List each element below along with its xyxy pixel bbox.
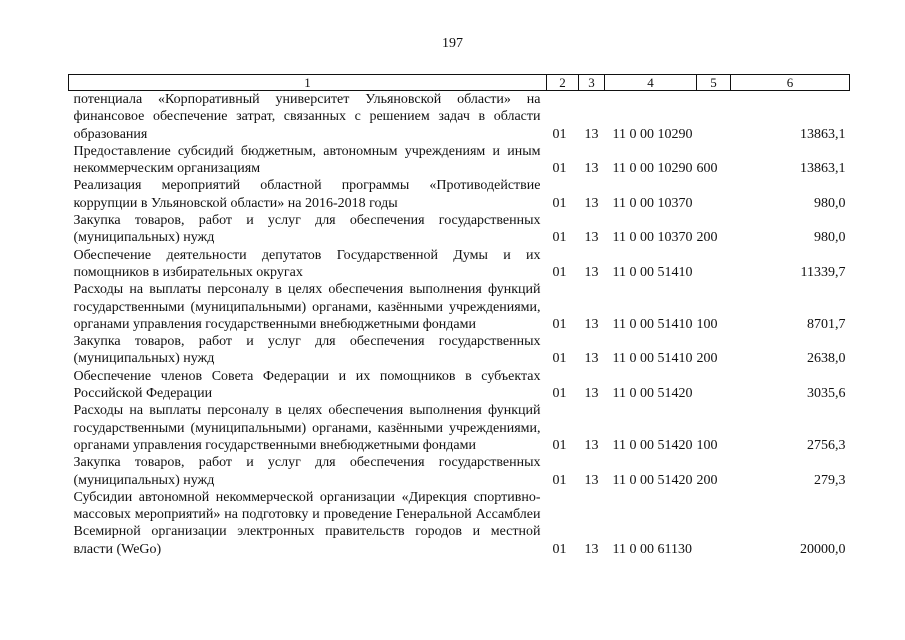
row-description: Закупка товаров, работ и услуг для обеспечения государственных (муниципальных) нужд xyxy=(73,455,541,488)
row-expense-type: 100 xyxy=(696,316,718,332)
header-col-5: 5 xyxy=(697,75,731,91)
row-target-code: 11 0 00 10370 xyxy=(612,195,693,211)
row-target-code: 11 0 00 51410 xyxy=(612,351,693,367)
row-description: Расходы на выплаты персоналу в целях обеспечения выполнения функций государственными (муниципальными) органами, казёнными учреждениями, органами управления государственными внебюджетными фондами xyxy=(73,403,541,453)
row-subsection: 13 xyxy=(584,264,599,280)
row-amount: 980,0 xyxy=(814,195,846,211)
row-amount: 13863,1 xyxy=(800,126,846,142)
page-number: 197 xyxy=(442,36,463,51)
row-subsection: 13 xyxy=(584,161,599,177)
row-amount: 8701,7 xyxy=(807,316,846,332)
row-target-code: 11 0 00 10290 xyxy=(612,161,693,177)
row-target-code: 11 0 00 51420 xyxy=(612,437,693,453)
row-section: 01 xyxy=(552,264,567,280)
header-col-4: 4 xyxy=(605,75,697,91)
row-description: Предоставление субсидий бюджетным, автономным учреждениям и иным некоммерческим организациям xyxy=(73,143,541,177)
table-row xyxy=(69,402,850,454)
row-amount: 13863,1 xyxy=(800,161,846,177)
header-row xyxy=(69,75,850,91)
row-expense-type xyxy=(697,177,731,212)
table-row xyxy=(69,281,850,333)
row-section: 01 xyxy=(552,541,567,557)
row-section: 01 xyxy=(552,161,567,177)
row-expense-type xyxy=(697,489,731,558)
row-amount: 980,0 xyxy=(814,230,846,246)
row-subsection: 13 xyxy=(584,351,599,367)
row-subsection: 13 xyxy=(584,195,599,211)
row-description: Субсидии автономной некоммерческой организации «Дирекция спортивно-массовых мероприятий» на подготовку и проведение Генеральной Ассамблеи Всемирной организации электронных правительств городов и местной власти (WeGo) xyxy=(73,489,541,557)
row-target-code: 11 0 00 10370 xyxy=(612,230,693,246)
table-row xyxy=(69,177,850,212)
header-col-1: 1 xyxy=(69,75,547,91)
table-body xyxy=(69,91,850,559)
row-section: 01 xyxy=(552,316,567,332)
row-amount: 11339,7 xyxy=(800,264,846,280)
row-expense-type: 200 xyxy=(696,230,718,246)
row-description: потенциала «Корпоративный университет Ульяновской области» на финансовое обеспечение затрат, связанных с решением задач в области образования xyxy=(73,92,541,142)
row-section: 01 xyxy=(552,351,567,367)
header-col-2: 2 xyxy=(547,75,579,91)
row-target-code: 11 0 00 51410 xyxy=(612,264,693,280)
row-section: 01 xyxy=(552,230,567,246)
row-section: 01 xyxy=(552,386,567,402)
row-expense-type xyxy=(697,91,731,143)
table-header xyxy=(69,75,850,91)
row-target-code: 11 0 00 61130 xyxy=(612,541,692,557)
table-row xyxy=(69,368,850,403)
row-amount: 279,3 xyxy=(814,472,846,488)
table-row xyxy=(69,333,850,368)
row-target-code: 11 0 00 10290 xyxy=(612,126,693,142)
row-subsection: 13 xyxy=(584,230,599,246)
row-description: Обеспечение деятельности депутатов Государственной Думы и их помощников в избирательных округах xyxy=(73,247,541,280)
row-subsection: 13 xyxy=(584,126,599,142)
row-subsection: 13 xyxy=(584,386,599,402)
row-expense-type: 200 xyxy=(696,351,718,367)
row-subsection: 13 xyxy=(584,472,599,488)
table-row xyxy=(69,212,850,247)
row-amount: 2756,3 xyxy=(807,437,846,453)
row-amount: 3035,6 xyxy=(807,386,846,402)
table-row xyxy=(69,91,850,143)
row-expense-type: 100 xyxy=(696,437,718,453)
row-expense-type: 600 xyxy=(696,161,718,177)
row-description: Закупка товаров, работ и услуг для обеспечения государственных (муниципальных) нужд xyxy=(73,334,541,367)
row-section: 01 xyxy=(552,472,567,488)
row-subsection: 13 xyxy=(584,437,599,453)
table-row xyxy=(69,454,850,489)
row-description: Расходы на выплаты персоналу в целях обеспечения выполнения функций государственными (муниципальными) органами, казёнными учреждениями, органами управления государственными внебюджетными фондами xyxy=(73,282,541,332)
row-amount: 2638,0 xyxy=(807,351,846,367)
table-row xyxy=(69,489,850,558)
row-subsection: 13 xyxy=(584,541,599,557)
table-row xyxy=(69,143,850,178)
header-col-3: 3 xyxy=(579,75,605,91)
row-amount: 20000,0 xyxy=(800,541,846,557)
row-expense-type: 200 xyxy=(696,472,718,488)
budget-table xyxy=(68,74,850,558)
table-row xyxy=(69,247,850,282)
row-description: Обеспечение членов Совета Федерации и их помощников в субъектах Российской Федерации xyxy=(73,368,541,402)
row-expense-type xyxy=(697,247,731,282)
row-section: 01 xyxy=(552,195,567,211)
row-subsection: 13 xyxy=(584,316,599,332)
row-target-code: 11 0 00 51410 xyxy=(612,316,693,332)
header-col-6: 6 xyxy=(731,75,850,91)
row-section: 01 xyxy=(552,437,567,453)
row-description: Реализация мероприятий областной программы «Противодействие коррупции в Ульяновской области» на 2016-2018 годы xyxy=(73,178,541,211)
row-target-code: 11 0 00 51420 xyxy=(612,386,693,402)
row-target-code: 11 0 00 51420 xyxy=(612,472,693,488)
row-description: Закупка товаров, работ и услуг для обеспечения государственных (муниципальных) нужд xyxy=(73,213,541,246)
row-section: 01 xyxy=(552,126,567,142)
row-expense-type xyxy=(697,368,731,403)
